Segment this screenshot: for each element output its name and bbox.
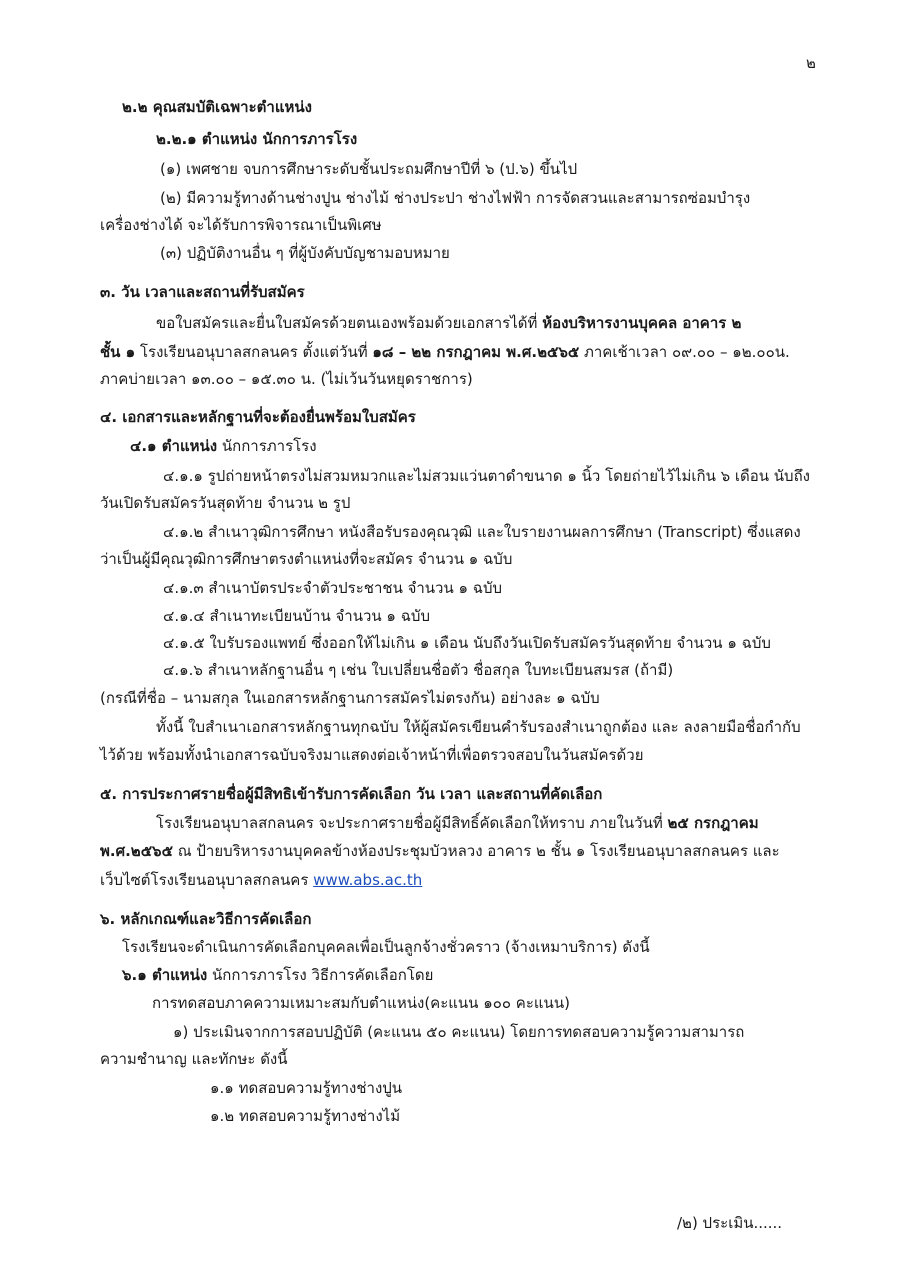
section-3-heading: ๓. วัน เวลาและสถานที่รับสมัคร bbox=[100, 283, 305, 301]
school-website-link[interactable]: www.abs.ac.th bbox=[313, 871, 423, 889]
section-6-intro: โรงเรียนจะดำเนินการคัดเลือกบุคคลเพื่อเป็นลูกจ้างชั่วคราว (จ้างเหมาบริการ) ดังนี้ bbox=[122, 938, 650, 956]
document-item-4-1-2-cont: ว่าเป็นผู้มีคุณวุฒิการศึกษาตรงตำแหน่งที่จะสมัคร จำนวน ๑ ฉบับ bbox=[100, 550, 513, 568]
section-6-heading: ๖. หลักเกณฑ์และวิธีการคัดเลือก bbox=[100, 910, 312, 928]
page-number: ๒ bbox=[806, 54, 816, 72]
evaluation-item-1-2: ๑.๒ ทดสอบความรู้ทางช่างไม้ bbox=[210, 1107, 401, 1125]
qualification-item-3: (๓) ปฏิบัติงานอื่น ๆ ที่ผู้บังคับบัญชามอบหมาย bbox=[160, 244, 450, 262]
document-item-4-1-1-cont: วันเปิดรับสมัครวันสุดท้าย จำนวน ๒ รูป bbox=[100, 494, 351, 512]
evaluation-item-1-cont: ความชำนาญ และทักษะ ดังนี้ bbox=[100, 1050, 288, 1068]
section-5-line-3: เว็บไซต์โรงเรียนอนุบาลสกลนคร www.abs.ac.th bbox=[100, 871, 423, 889]
document-item-4-1-1: ๔.๑.๑ รูปถ่ายหน้าตรงไม่สวมหมวกและไม่สวมแว่นตาดำขนาด ๑ นิ้ว โดยถ่ายไว้ไม่เกิน ๖ เดือน นับถึง bbox=[163, 467, 810, 485]
document-item-4-1-5: ๔.๑.๕ ใบรับรองแพทย์ ซึ่งออกให้ไม่เกิน ๑ เดือน นับถึงวันเปิดรับสมัครวันสุดท้าย จำนวน ๑ ฉบับ bbox=[163, 634, 771, 652]
continuation-marker: /๒) ประเมิน...... bbox=[677, 1214, 783, 1232]
document-item-4-1-6-cont: (กรณีที่ชื่อ – นามสกุล ในเอกสารหลักฐานการสมัครไม่ตรงกัน) อย่างละ ๑ ฉบับ bbox=[100, 689, 600, 707]
subsection-6-1: ๖.๑ ตำแหน่ง นักการภารโรง วิธีการคัดเลือกโดย bbox=[122, 966, 434, 984]
document-item-4-1-4: ๔.๑.๔ สำเนาทะเบียนบ้าน จำนวน ๑ ฉบับ bbox=[163, 607, 430, 625]
evaluation-item-1: ๑) ประเมินจากการสอบปฏิบัติ (คะแนน ๕๐ คะแนน) โดยการทดสอบความรู้ความสามารถ bbox=[173, 1023, 745, 1041]
section-3-line-3: ภาคบ่ายเวลา ๑๓.๐๐ – ๑๕.๓๐ น. (ไม่เว้นวันหยุดราชการ) bbox=[100, 370, 473, 388]
document-item-4-1-6: ๔.๑.๖ สำเนาหลักฐานอื่น ๆ เช่น ใบเปลี่ยนชื่อตัว ชื่อสกุล ใบทะเบียนสมรส (ถ้ามี) bbox=[163, 661, 674, 679]
section-2-2-heading: ๒.๒ คุณสมบัติเฉพาะตำแหน่ง bbox=[122, 98, 312, 116]
document-item-4-1-2: ๔.๑.๒ สำเนาวุฒิการศึกษา หนังสือรับรองคุณวุฒิ และใบรายงานผลการศึกษา (Transcript) ซึ่งแสดง bbox=[163, 523, 801, 541]
qualification-item-2: (๒) มีความรู้ทางด้านช่างปูน ช่างไม้ ช่างประปา ช่างไฟฟ้า การจัดสวนและสามารถซ่อมบำรุง bbox=[160, 189, 751, 207]
qualification-item-2-cont: เครื่องช่างได้ จะได้รับการพิจารณาเป็นพิเศษ bbox=[100, 216, 382, 234]
section-3-line-2: ชั้น ๑ โรงเรียนอนุบาลสกลนคร ตั้งแต่วันที่ ๑๘ – ๒๒ กรกฎาคม พ.ศ.๒๕๖๕ ภาคเช้าเวลา ๐๙.๐๐ – ๑๒.๐๐น. bbox=[100, 343, 790, 361]
evaluation-item-1-1: ๑.๑ ทดสอบความรู้ทางช่างปูน bbox=[210, 1079, 403, 1097]
section-4-note: ทั้งนี้ ใบสำเนาเอกสารหลักฐานทุกฉบับ ให้ผู้สมัครเขียนคำรับรองสำเนาถูกต้อง และ ลงลายมือชื่อกำกับ bbox=[156, 718, 801, 736]
section-4-heading: ๔. เอกสารและหลักฐานที่จะต้องยื่นพร้อมใบสมัคร bbox=[100, 408, 416, 426]
section-4-note-cont: ไว้ด้วย พร้อมทั้งนำเอกสารฉบับจริงมาแสดงต่อเจ้าหน้าที่เพื่อตรวจสอบในวันสมัครด้วย bbox=[100, 746, 644, 764]
suitability-test: การทดสอบภาคความเหมาะสมกับตำแหน่ง(คะแนน ๑๐๐ คะแนน) bbox=[152, 994, 570, 1012]
section-3-line-1: ขอใบสมัครและยื่นใบสมัครด้วยตนเองพร้อมด้วยเอกสารได้ที่ ห้องบริหารงานบุคคล อาคาร ๒ bbox=[156, 314, 742, 332]
section-5-heading: ๕. การประกาศรายชื่อผู้มีสิทธิเข้ารับการคัดเลือก วัน เวลา และสถานที่คัดเลือก bbox=[100, 785, 603, 803]
qualification-item-1: (๑) เพศชาย จบการศึกษาระดับชั้นประถมศึกษาปีที่ ๖ (ป.๖) ขึ้นไป bbox=[160, 160, 578, 178]
subsection-2-2-1: ๒.๒.๑ ตำแหน่ง นักการภารโรง bbox=[156, 130, 358, 148]
section-5-line-1: โรงเรียนอนุบาลสกลนคร จะประกาศรายชื่อผู้มีสิทธิ์คัดเลือกให้ทราบ ภายในวันที่ ๒๕ กรกฎาคม bbox=[156, 814, 759, 832]
section-5-line-2: พ.ศ.๒๕๖๕ ณ ป้ายบริหารงานบุคคลข้างห้องประชุมบัวหลวง อาคาร ๒ ชั้น ๑ โรงเรียนอนุบาลสกลนคร และ bbox=[100, 842, 780, 860]
document-item-4-1-3: ๔.๑.๓ สำเนาบัตรประจำตัวประชาชน จำนวน ๑ ฉบับ bbox=[163, 579, 503, 597]
subsection-4-1: ๔.๑ ตำแหน่ง นักการภารโรง bbox=[130, 437, 317, 455]
